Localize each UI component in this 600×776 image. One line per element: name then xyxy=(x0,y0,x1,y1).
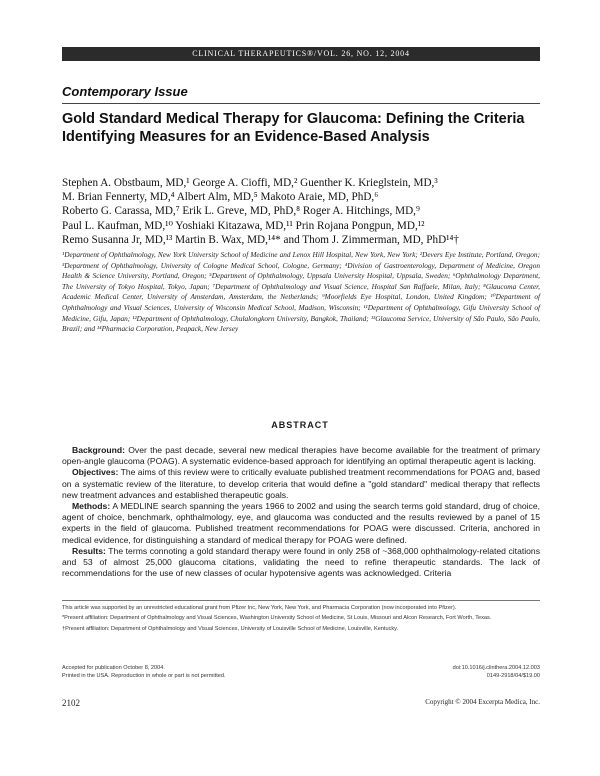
abstract-heading: ABSTRACT xyxy=(271,420,329,430)
publisher-copyright: Copyright © 2004 Excerpta Medica, Inc. xyxy=(425,698,540,706)
article-title: Gold Standard Medical Therapy for Glaucoma: Defining the Criteria Identifying Measures for an Evidence-Based Analysis xyxy=(62,111,525,145)
abstract-text: The terms connoting a gold standard therapy were found in only 258 of ~368,000 ophthalmology-related citations and 53 of almost 25,000 glaucoma citations, validating the need to refine therapeutic standards. The lack of recommendations for the use of new classes of ocular hypotensive agents was acknowledged. Criteria xyxy=(62,545,540,579)
abstract-text: A MEDLINE search spanning the years 1966 to 2002 and using the search terms gold standard, drug of choice, agent of choice, benchmark, ophthalmology, eye, and glaucoma was conducted and the results reviewed by a panel of 15 experts in the field of glaucoma. Published treatment recommendations for POAG were discussed. Criteria, anchored in medical evidence, for distinguishing a standard of medical therapy for POAG were defined. xyxy=(62,501,540,545)
abstract-text: The aims of this review were to critically evaluate published treatment recommendations for POAG and, based on a systematic review of the literature, to develop criteria that would define a "gold standard" medical therapy that reflects new treatment advances and established therapeutic goals. xyxy=(62,467,540,500)
issn-price: 0149-2918/04/$19.00 xyxy=(486,673,540,680)
footnote: *Present affiliation: Department of Ophthalmology and Visual Sciences, Washington University School of Medicine, St Louis, Missouri and Alcon Research, Fort Worth, Texas. xyxy=(62,615,492,622)
section-label: Contemporary Issue xyxy=(62,84,188,99)
doi: doi:10.1016/j.clinthera.2004.12.003 xyxy=(452,665,540,671)
author-line: Remo Susanna Jr, MD,¹³ Martin B. Wax, MD,¹⁴* and Thom J. Zimmerman, MD, PhD¹⁴† xyxy=(62,233,460,246)
author-line: M. Brian Fennerty, MD,⁴ Albert Alm, MD,⁵ Makoto Araie, MD, PhD,⁶ xyxy=(62,191,379,204)
abstract-body xyxy=(62,445,540,579)
abstract-label: Background: xyxy=(72,445,125,455)
accepted-date: Accepted for publication October 8, 2004. xyxy=(62,665,165,671)
abstract-label: Methods: xyxy=(72,501,111,512)
abstract-text: Over the past decade, several new medical therapies have become available for the treatment of primary open-angle glaucoma (POAG). A systematic evidence-based approach for identifying an optimal therapeutic agent is lacking. xyxy=(62,445,540,467)
affiliations: ¹Department of Ophthalmology, New York University School of Medicine and Lenox Hill Hospital, New York, New York; ²Devers Eye Institute, Portland, Oregon; ³Department of Ophthalmology, University of Cologne Medical School, Cologne, Germany; ⁴Division of Gastroenterology, Department of Medicine, Oregon Health & Science University, Portland, Oregon; ⁵Department of Ophthalmology, Uppsala University Hospital, Uppsala, Sweden; ⁶Ophthalmology Department, The University of Tokyo Hospital, Tokyo, Japan; ⁷Department of Ophthalmology and Visual Science, Hospital San Raffaele, Milan, Italy; ⁸Glaucoma Center, Academic Medical Center, University of Amsterdam, Amsterdam, the Netherlands; ⁹Moorfields Eye Hospital, London, United Kingdom; ¹⁰Department of Ophthalmology and Visual Sciences, University of Wisconsin Medical School, Madison, Wisconsin; ¹¹Department of Ophthalmology, Gifu University School of Medicine, Gifu, Japan; ¹²Department of Ophthalmology, Chulalongkorn University, Bangkok, Thailand; ¹³Glaucoma Service, University of São Paulo, São Paulo, Brazil; and ¹⁴Pharmacia Corporation, Peapack, New Jersey xyxy=(62,250,540,334)
page-number: 2102 xyxy=(62,698,80,708)
abstract-paragraph xyxy=(62,467,540,501)
author-list xyxy=(62,176,540,247)
journal-header-bar: CLINICAL THERAPEUTICS®/VOL. 26, NO. 12, 2004 xyxy=(62,47,540,61)
footnote: †Present affiliation: Department of Ophthalmology and Visual Sciences, University of Louisville School of Medicine, Louisville, Kentucky. xyxy=(62,625,399,632)
footnotes xyxy=(62,604,540,635)
reproduction-notice: Printed in the USA. Reproduction in whole or part is not permitted. xyxy=(62,673,226,680)
abstract-paragraph xyxy=(62,546,540,580)
author-line: Stephen A. Obstbaum, MD,¹ George A. Cioffi, MD,² Guenther K. Krieglstein, MD,³ xyxy=(62,177,438,189)
footnote-divider xyxy=(62,600,540,601)
abstract-label: Results: xyxy=(72,545,106,556)
doi-info xyxy=(380,664,540,681)
author-line: Paul L. Kaufman, MD,¹⁰ Yoshiaki Kitazawa, MD,¹¹ Prin Rojana Pongpun, MD,¹² xyxy=(62,219,425,232)
section-divider xyxy=(62,103,540,104)
abstract-label: Objectives: xyxy=(72,467,119,478)
abstract-paragraph xyxy=(62,445,540,467)
abstract-paragraph xyxy=(62,501,540,546)
author-line: Roberto G. Carassa, MD,⁷ Erik L. Greve, MD, PhD,⁸ Roger A. Hitchings, MD,⁹ xyxy=(62,205,420,218)
publication-info xyxy=(62,664,362,681)
footnote: This article was supported by an unrestricted educational grant from Pfizer Inc, New York, New York, and Pharmacia Corporation (now incorporated into Pfizer). xyxy=(62,605,457,611)
